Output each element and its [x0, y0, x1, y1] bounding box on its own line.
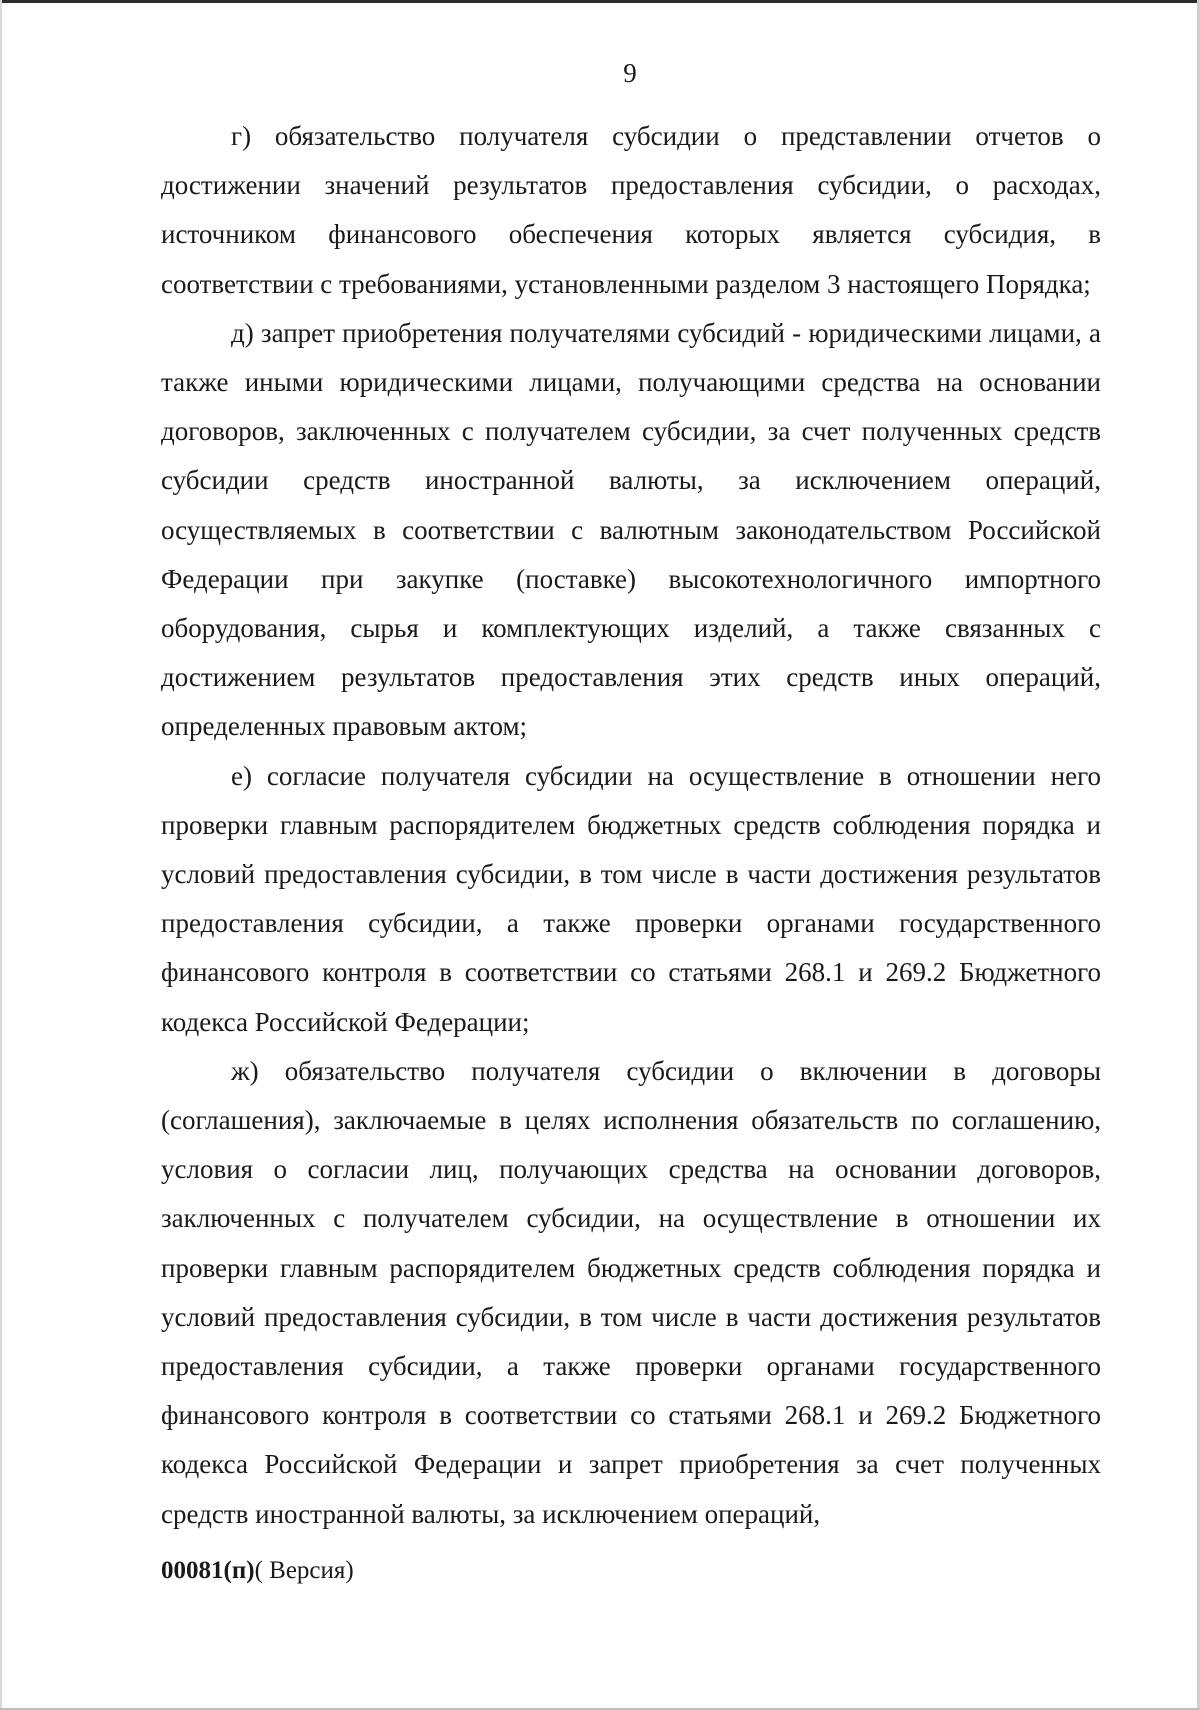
- document-code: 00081(п): [161, 1557, 255, 1584]
- paragraph-e: е) согласие получателя субсидии на осуществление в отношении него проверки главным распорядителем бюджетных средств соблюдения порядка и условий предоставления субсидии, в том числе в части достижения результатов предоставления субсидии, а также проверки органами государственного финансового контроля в соответствии со статьями 268.1 и 269.2 Бюджетного кодекса Российской Федерации;: [161, 760, 1101, 1037]
- scan-top-edge: [0, 0, 1200, 3]
- paragraph-d: д) запрет приобретения получателями субсидий - юридическими лицами, а также иными юридическими лицами, получающими средства на основании договоров, заключенных с получателем субсидии, за счет полученных средств субсидии средств иностранной валюты, за исключением операций, осуществляемых в соответствии с валютным законодательством Российской Федерации при закупке (поставке) высокотехнологичного импортного оборудования, сырья и комплектующих изделий, а также связанных с достижением результатов предоставления этих средств иных операций, определенных правовым актом;: [161, 317, 1101, 742]
- scan-left-edge: [0, 0, 2, 1710]
- document-version: ( Версия): [254, 1557, 354, 1584]
- page-number: 9: [623, 58, 637, 88]
- document-footer: [161, 1556, 354, 1586]
- document-body: [161, 112, 1101, 1539]
- paragraph-g: г) обязательство получателя субсидии о представлении отчетов о достижении значений результатов предоставления субсидии, о расходах, источником финансового обеспечения которых является субсидия, в соответствии с требованиями, установленными разделом 3 настоящего Порядка;: [161, 121, 1101, 299]
- paragraph-zh: ж) обязательство получателя субсидии о включении в договоры (соглашения), заключаемые в целях исполнения обязательств по соглашению, условия о согласии лиц, получающих средства на основании договоров, заключенных с получателем субсидии, на осуществление в отношении их проверки главным распорядителем бюджетных средств соблюдения порядка и условий предоставления субсидии, в том числе в части достижения результатов предоставления субсидии, а также проверки органами государственного финансового контроля в соответствии со статьями 268.1 и 269.2 Бюджетного кодекса Российской Федерации и запрет приобретения за счет полученных средств иностранной валюты, за исключением операций,: [161, 1055, 1101, 1529]
